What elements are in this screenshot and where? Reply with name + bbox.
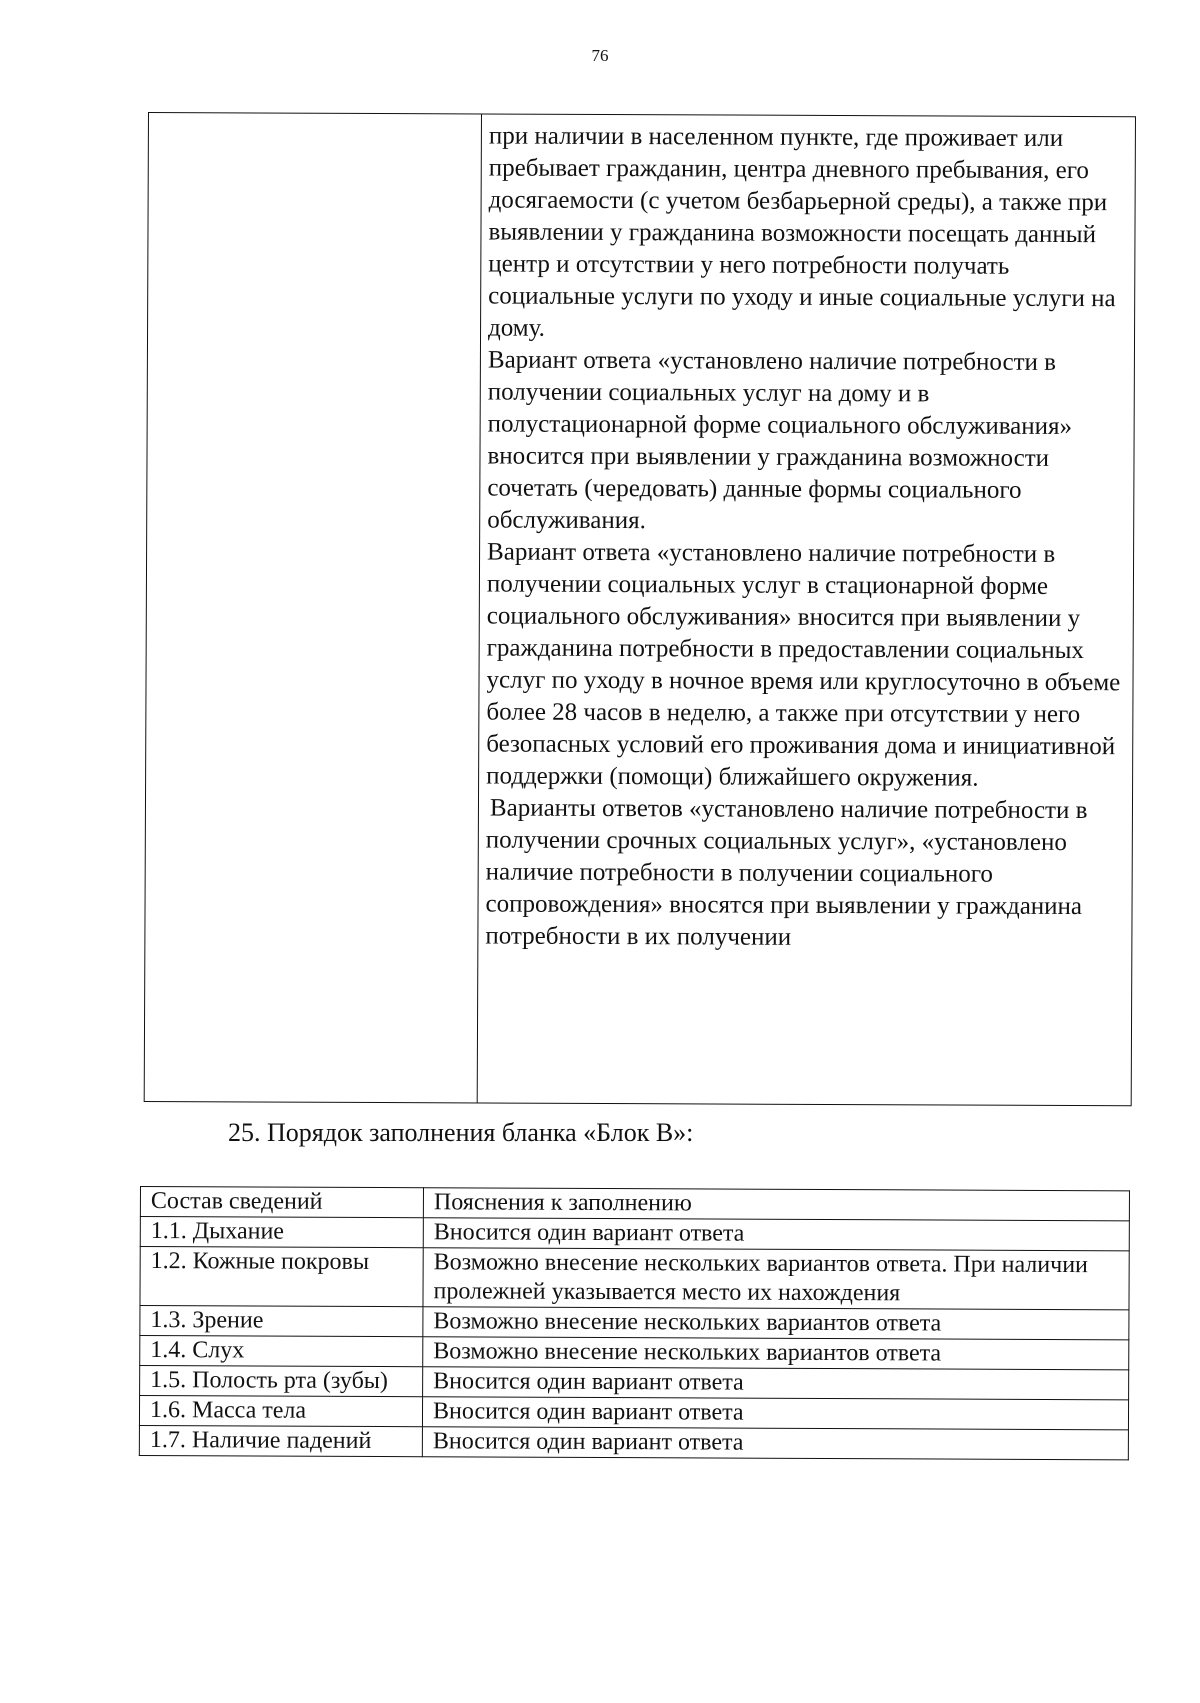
row-label: 1.6. Масса тела	[139, 1396, 422, 1427]
table-row	[140, 1306, 1129, 1340]
table-row	[139, 1396, 1128, 1430]
row-explanation: Вносится один вариант ответа	[422, 1427, 1128, 1460]
header-composition: Состав сведений	[140, 1187, 423, 1218]
table-row	[140, 1336, 1129, 1370]
row-label: 1.4. Слух	[140, 1336, 423, 1367]
table-header-row	[140, 1187, 1129, 1221]
row-label: 1.7. Наличие падений	[139, 1425, 422, 1456]
row-label: 1.2. Кожные покровы	[140, 1247, 423, 1307]
page-number: 76	[591, 46, 609, 65]
paragraph-stationary: Вариант ответа «установлено наличие потребности в получении социальных услуг в стационарной форме социального обслуживания» вносится при выявлении у гражданина потребности в предоставлении социальных услуг по уходу в ночное время или круглосуточно в объеме более 28 часов в неделю, а также при отсутствии у него безопасных условий его проживания дома и инициативной поддержки (помощи) ближайшего окружения.	[486, 538, 1121, 792]
block-b-table	[139, 1186, 1130, 1460]
row-label: 1.3. Зрение	[140, 1306, 423, 1337]
row-explanation: Вносится один вариант ответа	[423, 1367, 1129, 1400]
row-explanation: Возможно внесение нескольких вариантов ответа	[423, 1337, 1129, 1370]
continuation-table-text-cell	[485, 120, 1125, 955]
table-row	[139, 1425, 1128, 1459]
row-explanation: Вносится один вариант ответа	[422, 1397, 1128, 1430]
row-explanation: Возможно внесение нескольких вариантов ответа. При наличии пролежней указывается место их нахождения	[423, 1248, 1129, 1310]
row-label: 1.5. Полость рта (зубы)	[140, 1366, 423, 1397]
header-explanations: Пояснения к заполнению	[423, 1188, 1129, 1221]
section-heading: 25. Порядок заполнения бланка «Блок В»:	[228, 1118, 694, 1147]
paragraph-home-and-semi-stationary: Вариант ответа «установлено наличие потребности в получении социальных услуг на дому и в полустационарной форме социального обслуживания» вносится при выявлении у гражданина возможности сочетать (чередовать) данные формы социального обслуживания.	[487, 346, 1073, 535]
row-explanation: Возможно внесение нескольких вариантов ответа	[423, 1307, 1129, 1340]
table-row	[140, 1247, 1129, 1310]
table-row	[140, 1366, 1129, 1400]
paragraph-day-center: при наличии в населенном пункте, где проживает или пребывает гражданин, центра дневного пребывания, его досягаемости (с учетом безбарьерной среды), а также при выявлении у гражданина возможности посещать данный центр и отсутствии у него потребности получать социальные услуги по уходу и иные социальные услуги на дому.	[488, 122, 1116, 342]
continuation-table	[144, 112, 1136, 1106]
table-row	[140, 1217, 1129, 1251]
paragraph-urgent-services: Варианты ответов «установлено наличие потребности в получении срочных социальных услуг», «установлено наличие потребности в получении социального сопровождения» вносятся при выявлении у гражданина потребности в их получении	[485, 794, 1088, 951]
row-label: 1.1. Дыхание	[140, 1217, 423, 1248]
continuation-table-empty-cell	[145, 113, 482, 1102]
row-explanation: Вносится один вариант ответа	[423, 1218, 1129, 1251]
